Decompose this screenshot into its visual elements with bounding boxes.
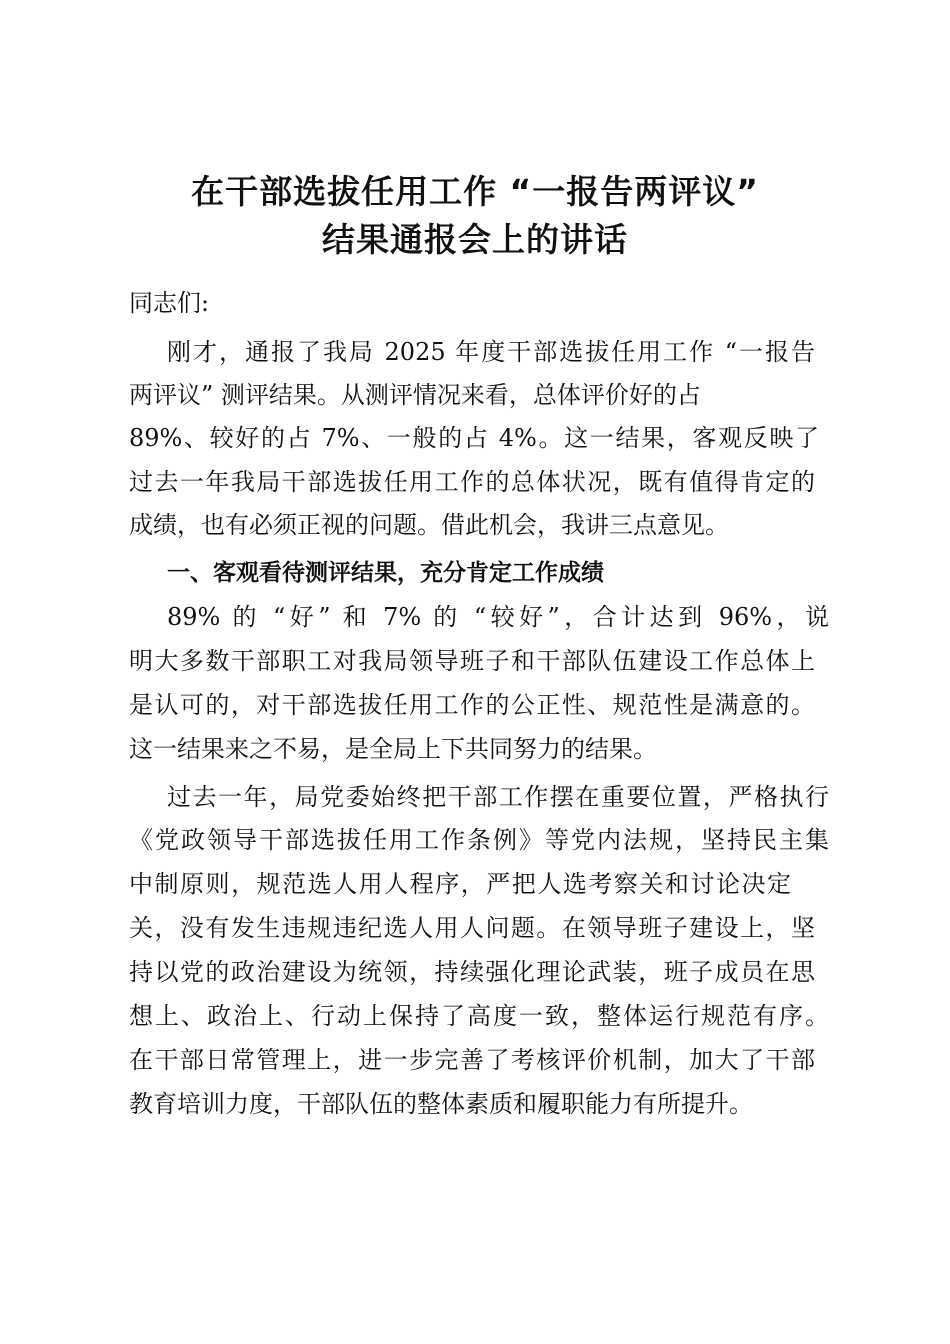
para1-line: 过去一年我局干部选拔任用工作的总体状况，既有值得肯定的 xyxy=(129,468,815,496)
para3-line: 关，没有发生违规违纪选人用人问题。在领导班子建设上，坚 xyxy=(129,914,815,942)
para3-line: 中制原则，规范选人用人程序，严把人选考察关和讨论决定 xyxy=(129,870,791,898)
para1-line: 两评议” 测评结果。从测评情况来看，总体评价好的占 xyxy=(129,381,701,409)
para3-line: 《党政领导干部选拔任用工作条例》等党内法规，坚持民主集 xyxy=(129,826,829,854)
para1-line: 刚才，通报了我局 2025 年度干部选拔任用工作 “一报告 xyxy=(167,338,815,366)
para2-line: 是认可的，对干部选拔任用工作的公正性、规范性是满意的。 xyxy=(129,691,815,719)
para2-line: 89% 的 “好” 和 7% 的 “较好”，合计达到 96%，说 xyxy=(167,603,829,631)
salutation: 同志们: xyxy=(129,289,210,317)
para3-line: 在干部日常管理上，进一步完善了考核评价机制，加大了干部 xyxy=(129,1046,815,1074)
para3-line: 持以党的政治建设为统领，持续强化理论武装，班子成员在思 xyxy=(129,958,815,986)
para3-line: 想上、政治上、行动上保持了高度一致，整体运行规范有序。 xyxy=(129,1002,829,1030)
para2-line: 明大多数干部职工对我局领导班子和干部队伍建设工作总体上 xyxy=(129,647,815,675)
para1-line: 成绩，也有必须正视的问题。借此机会，我讲三点意见。 xyxy=(129,511,729,539)
title-line-1: 在干部选拔任用工作 “一报告两评议” xyxy=(191,172,759,211)
para3-line: 教育培训力度，干部队伍的整体素质和履职能力有所提升。 xyxy=(129,1090,753,1118)
para1-line: 89%、较好的占 7%、一般的占 4%。这一结果，客观反映了 xyxy=(129,424,819,452)
section-heading-1: 一、客观看待测评结果，充分肯定工作成绩 xyxy=(167,560,604,586)
title-line-2: 结果通报会上的讲话 xyxy=(322,220,628,259)
para3-line: 过去一年，局党委始终把干部工作摆在重要位置，严格执行 xyxy=(167,783,829,811)
para2-line: 这一结果来之不易，是全局上下共同努力的结果。 xyxy=(129,735,657,763)
